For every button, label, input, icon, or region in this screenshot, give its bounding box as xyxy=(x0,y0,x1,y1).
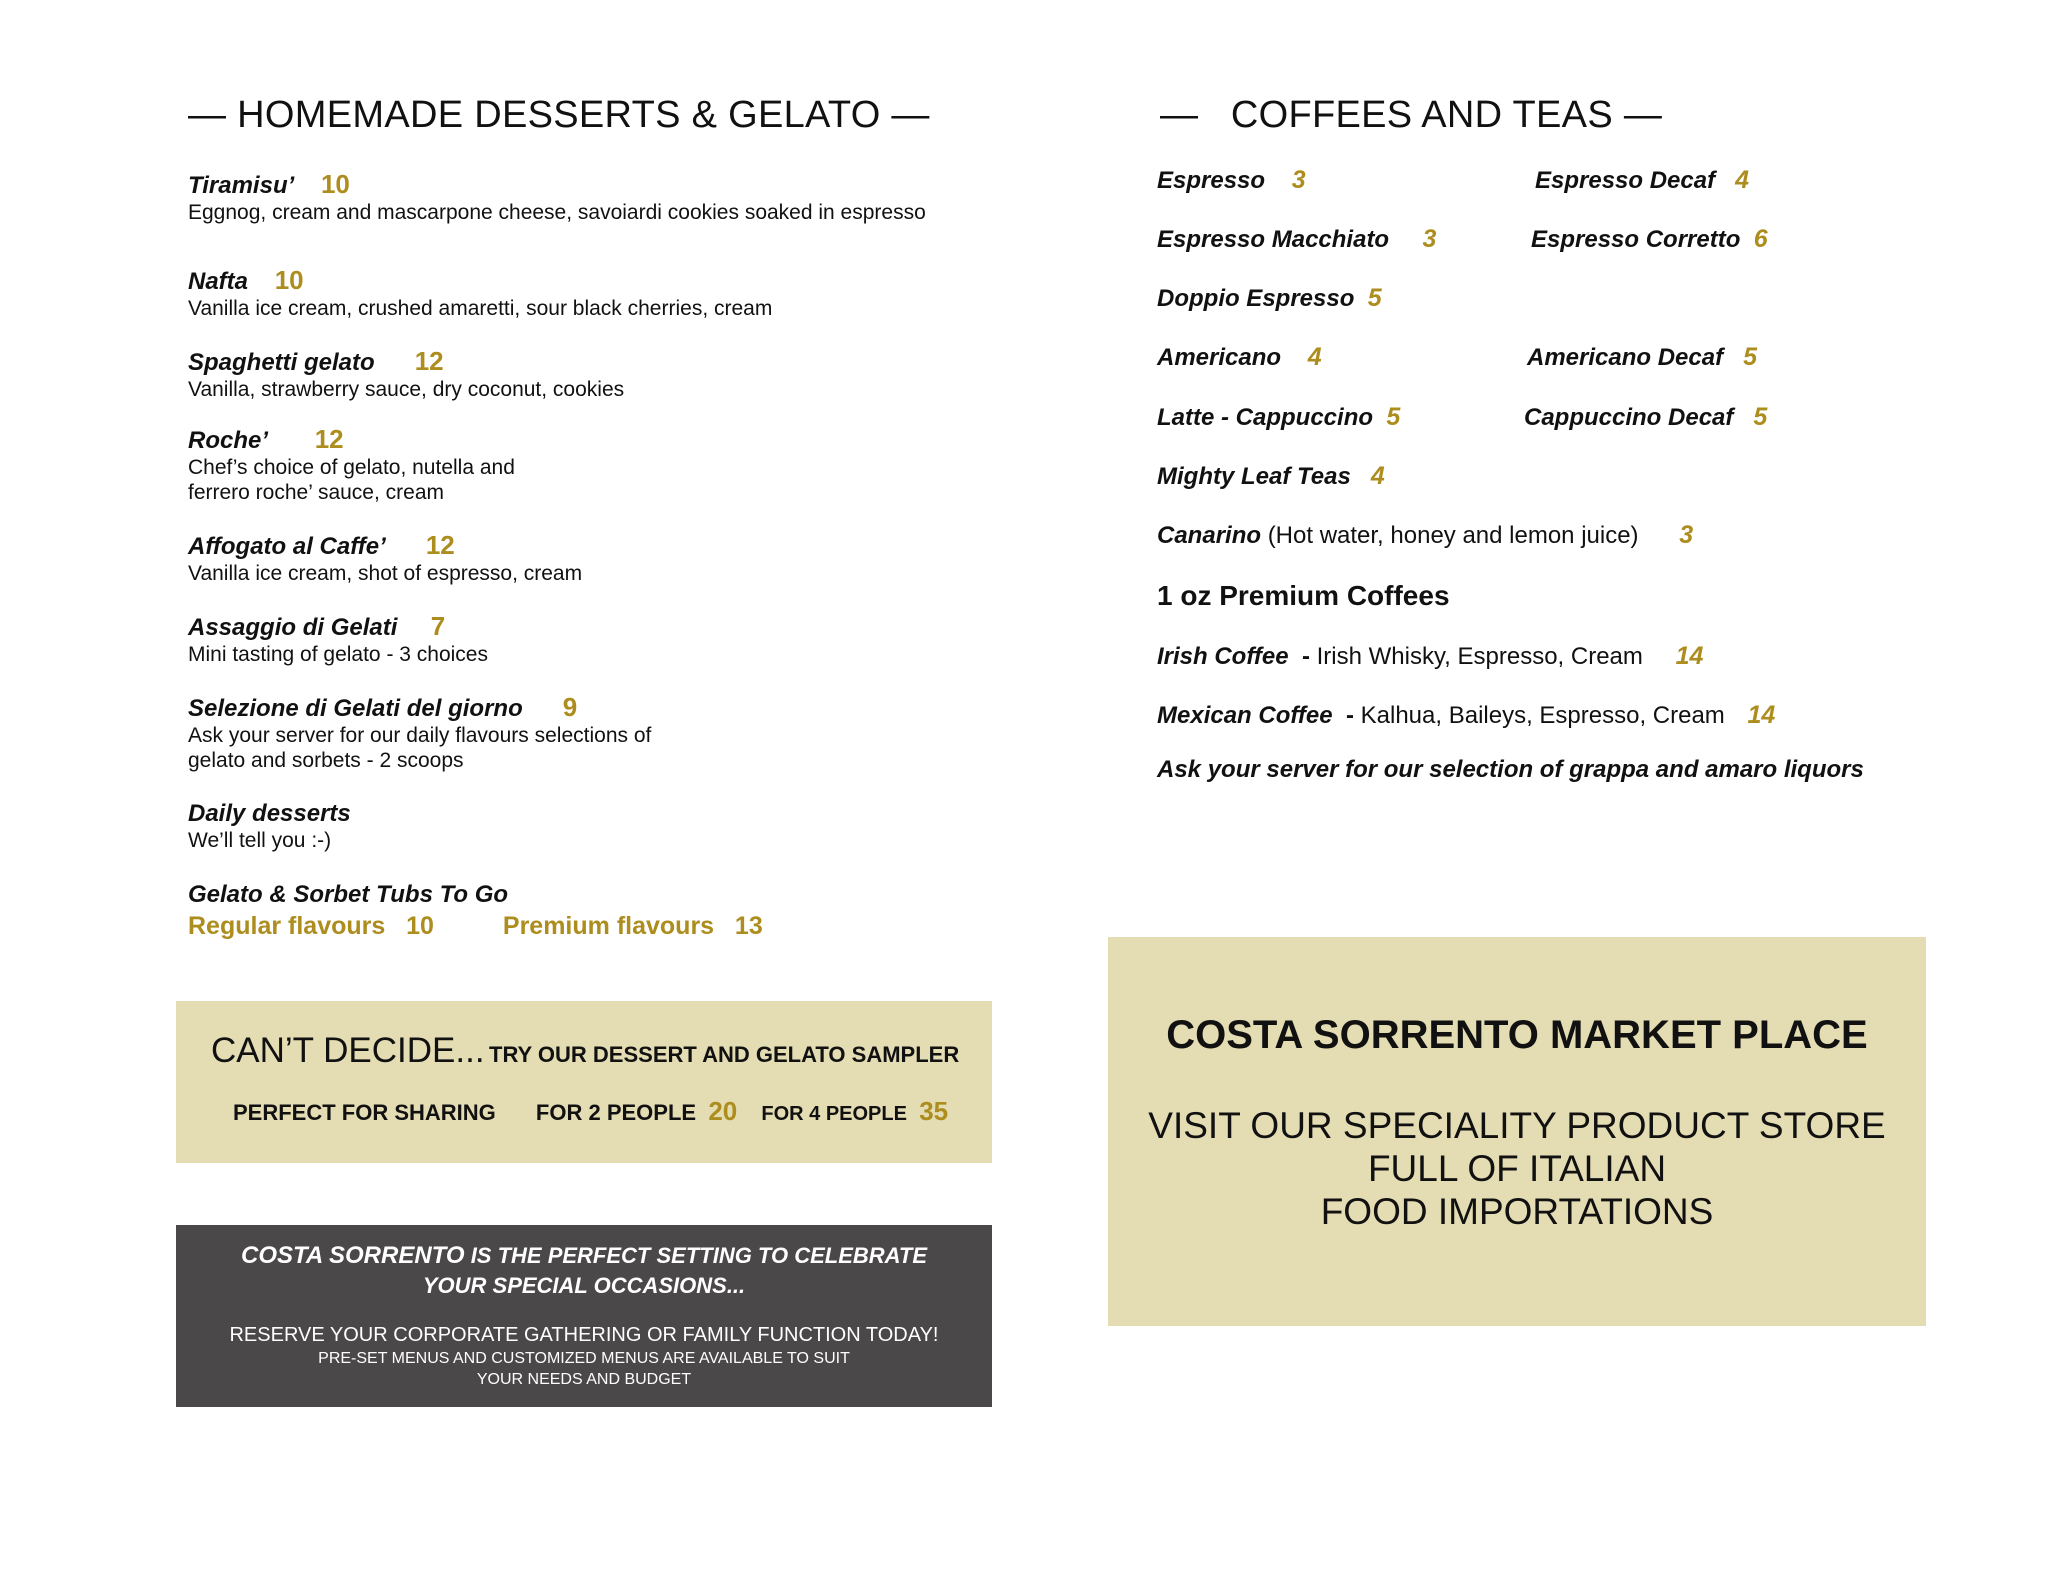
coffee-item xyxy=(1157,521,1693,550)
dessert-name: Assaggio di Gelati xyxy=(188,614,398,641)
dessert-item xyxy=(188,693,1008,773)
coffee-item xyxy=(1157,403,1400,432)
premium-coffees-title: 1 oz Premium Coffees xyxy=(1157,580,1450,611)
dessert-price: 12 xyxy=(425,530,455,560)
coffee-item xyxy=(1527,343,1757,372)
dessert-description: We’ll tell you :-) xyxy=(188,829,332,852)
coffees-title: COFFEES AND TEAS xyxy=(1230,94,1613,136)
dessert-description: Mini tasting of gelato - 3 choices xyxy=(188,643,488,666)
coffee-price: 4 xyxy=(1370,462,1385,490)
occasions-brand: COSTA SORRENTO xyxy=(240,1242,465,1269)
coffee-price: 5 xyxy=(1753,403,1768,431)
dessert-description: Chef’s choice of gelato, nutella and ferrero roche’ sauce, cream xyxy=(188,456,515,504)
dessert-price: 10 xyxy=(320,169,350,199)
coffee-price: 4 xyxy=(1735,166,1750,194)
coffee-price: 4 xyxy=(1307,343,1322,371)
heading-dash: — xyxy=(891,94,930,136)
dessert-name: Spaghetti gelato xyxy=(188,349,375,376)
market-title: COSTA SORRENTO MARKET PLACE xyxy=(1166,1013,1868,1057)
coffee-price: 5 xyxy=(1743,343,1757,371)
desserts-title: HOMEMADE DESSERTS & GELATO xyxy=(237,94,881,136)
coffee-name: Irish Coffee xyxy=(1157,643,1289,670)
coffee-name: Americano Decaf xyxy=(1527,344,1724,371)
premium-flavours-label: Premium flavours xyxy=(502,912,715,940)
coffee-price: 3 xyxy=(1422,225,1437,253)
coffee-description: Kalhua, Baileys, Espresso, Cream xyxy=(1360,702,1725,729)
dessert-item xyxy=(188,347,1008,402)
coffee-name: Espresso Macchiato xyxy=(1157,226,1390,253)
coffee-name: Espresso Corretto xyxy=(1531,226,1741,253)
dessert-price: 12 xyxy=(314,424,344,454)
dessert-item xyxy=(188,800,1008,853)
coffee-price: 5 xyxy=(1367,284,1382,312)
coffee-name: Mexican Coffee xyxy=(1157,702,1333,729)
dessert-name: Nafta xyxy=(188,268,249,295)
desserts-heading xyxy=(188,94,930,137)
liquors-note: Ask your server for our selection of grappa and amaro liquors xyxy=(1157,756,1864,783)
coffee-item xyxy=(1157,642,1703,671)
sampler-four-price: 35 xyxy=(919,1096,949,1126)
dessert-name: Roche’ xyxy=(188,427,269,454)
coffee-item xyxy=(1531,225,1768,254)
dessert-name: Tiramisu’ xyxy=(188,172,295,199)
sampler-two-price: 20 xyxy=(708,1096,738,1126)
dessert-price: 10 xyxy=(274,265,304,295)
premium-flavours-price: 13 xyxy=(734,912,763,940)
tubs-to-go xyxy=(188,881,1008,943)
coffee-separator: - xyxy=(1301,643,1310,670)
occasions-line3: RESERVE YOUR CORPORATE GATHERING OR FAMILY FUNCTION TODAY! xyxy=(229,1324,939,1346)
sampler-lead-rest: TRY OUR DESSERT AND GELATO SAMPLER xyxy=(489,1042,960,1067)
dessert-description: Eggnog, cream and mascarpone cheese, savoiardi cookies soaked in espresso xyxy=(188,201,926,224)
tubs-prices xyxy=(188,909,1008,943)
coffee-price: 3 xyxy=(1291,166,1306,194)
coffee-item xyxy=(1157,225,1436,254)
dessert-item xyxy=(188,170,1008,225)
occasions-line1: IS THE PERFECT SETTING TO CELEBRATE xyxy=(470,1243,928,1268)
coffee-name: Canarino xyxy=(1157,522,1262,549)
regular-flavours-label: Regular flavours xyxy=(188,912,386,940)
dessert-item xyxy=(188,425,1008,505)
coffee-item xyxy=(1535,166,1749,195)
market-line3: FOOD IMPORTATIONS xyxy=(1320,1191,1714,1232)
occasions-headline xyxy=(176,1241,992,1301)
sampler-box xyxy=(176,1001,992,1163)
tubs-name: Gelato & Sorbet Tubs To Go xyxy=(188,881,509,908)
dessert-description: Vanilla ice cream, shot of espresso, cream xyxy=(188,562,583,585)
coffee-item xyxy=(1157,701,1775,730)
coffee-name: Latte - Cappuccino xyxy=(1157,404,1374,431)
dessert-price: 7 xyxy=(430,611,446,641)
coffee-separator: - xyxy=(1345,702,1354,729)
coffee-item xyxy=(1157,462,1385,491)
coffee-price: 6 xyxy=(1753,225,1768,253)
coffee-price: 14 xyxy=(1675,642,1704,670)
market-line1: VISIT OUR SPECIALITY PRODUCT STORE xyxy=(1148,1105,1886,1146)
occasions-line4: PRE-SET MENUS AND CUSTOMIZED MENUS ARE AVAILABLE TO SUIT xyxy=(318,1350,850,1367)
dessert-item xyxy=(188,531,1008,586)
coffees-heading xyxy=(1160,94,1662,137)
dessert-name: Affogato al Caffe’ xyxy=(188,533,386,560)
coffee-name: Cappuccino Decaf xyxy=(1524,404,1734,431)
sampler-lead: CAN’T DECIDE... xyxy=(211,1031,485,1070)
dessert-description: Vanilla ice cream, crushed amaretti, sour black cherries, cream xyxy=(188,297,773,320)
coffee-item xyxy=(1157,284,1382,313)
heading-dash: — xyxy=(1623,94,1663,136)
sampler-sharing: PERFECT FOR SHARING xyxy=(233,1100,496,1125)
dessert-price: 12 xyxy=(414,346,444,376)
coffee-name: Mighty Leaf Teas xyxy=(1157,463,1351,490)
dessert-item xyxy=(188,266,1008,321)
dessert-name: Selezione di Gelati del giorno xyxy=(188,695,523,722)
occasions-line5: YOUR NEEDS AND BUDGET xyxy=(476,1371,692,1388)
dessert-description: Vanilla, strawberry sauce, dry coconut, cookies xyxy=(188,378,625,401)
heading-dash: — xyxy=(188,94,227,136)
regular-flavours-price: 10 xyxy=(406,912,434,940)
coffee-name: Americano xyxy=(1157,344,1282,371)
dessert-item xyxy=(188,612,1008,667)
coffee-name: Espresso Decaf xyxy=(1535,167,1716,194)
coffee-item xyxy=(1524,403,1767,432)
coffee-item xyxy=(1157,166,1306,195)
coffee-description: (Hot water, honey and lemon juice) xyxy=(1267,522,1639,549)
coffee-name: Doppio Espresso xyxy=(1157,285,1355,312)
coffee-price: 3 xyxy=(1679,521,1694,549)
coffee-name: Espresso xyxy=(1157,167,1266,194)
sampler-two-label: FOR 2 PEOPLE xyxy=(535,1100,697,1125)
dessert-description: Ask your server for our daily flavours selections of gelato and sorbets - 2 scoops xyxy=(188,724,652,772)
dessert-name: Daily desserts xyxy=(188,800,351,827)
coffee-price: 14 xyxy=(1747,701,1776,729)
sampler-headline xyxy=(211,1031,959,1071)
coffee-price: 5 xyxy=(1386,403,1401,431)
sampler-options xyxy=(233,1096,948,1127)
sampler-four-label: FOR 4 PEOPLE xyxy=(761,1103,907,1125)
market-place-box xyxy=(1108,937,1926,1326)
market-line2: FULL OF ITALIAN xyxy=(1367,1148,1667,1189)
occasions-box xyxy=(176,1225,992,1407)
heading-dash: — xyxy=(1160,94,1199,136)
occasions-line2: YOUR SPECIAL OCCASIONS... xyxy=(422,1273,746,1298)
coffee-description: Irish Whisky, Espresso, Cream xyxy=(1316,643,1643,670)
dessert-price: 9 xyxy=(562,692,578,722)
coffee-item xyxy=(1157,343,1322,372)
